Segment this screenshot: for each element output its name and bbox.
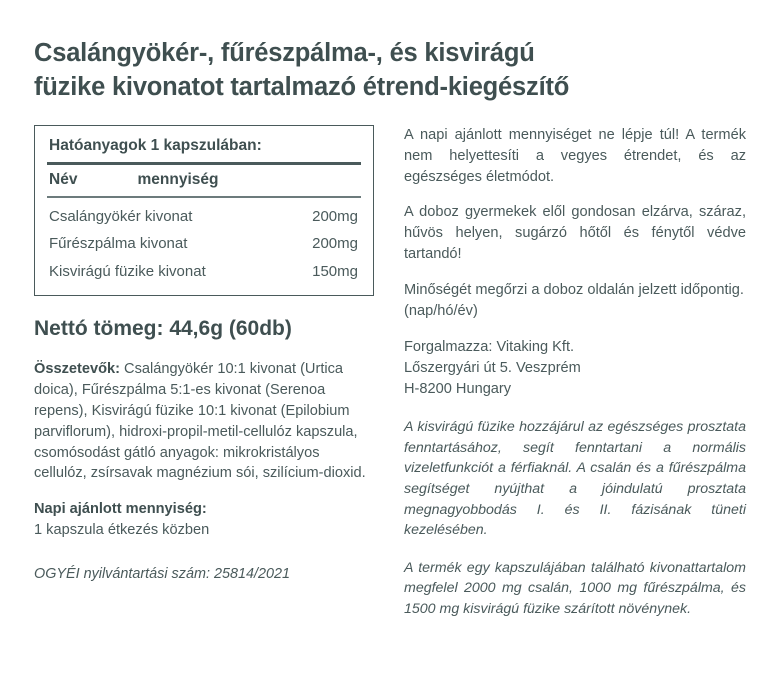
ingredient-amount: 200mg xyxy=(312,235,358,253)
ingredients-text: Csalángyökér 10:1 kivonat (Urtica doica), Fűrészpálma 5:1-es kivonat (Serenoa repens), Kisvirágú füzike 10:1 kivonat (Epilobium parviflorum), hidroxi-propil-metil-cellulóz kapszula, csomósodást gátló anyagok: mikrokristályos cellulóz, zsírsavak magnézium sói, szilícium-dioxid. xyxy=(34,361,366,482)
table-row xyxy=(47,230,361,257)
health-claim: A kisvirágú füzike hozzájárul az egészséges prosztata fenntartásához, segít fenntartani a normális vizeletfunkciót a férfiaknál. A csalán és a fűrészpálma segítséget nyújthat a jóindulatú prosztata megnagyobbodás I. és II. fázisának tüneti kezelésében. xyxy=(404,419,746,539)
supplement-facts-heading: Hatóanyagok 1 kapszulában: xyxy=(49,136,262,154)
distributor-name: Forgalmazza: Vitaking Kft. xyxy=(404,338,575,355)
table-row xyxy=(47,198,361,230)
ingredient-amount: 200mg xyxy=(312,207,358,225)
ingredients-paragraph xyxy=(34,359,374,484)
ingredients-label: Összetevők: xyxy=(34,361,120,378)
facts-table-body xyxy=(47,198,361,285)
storage-instructions: A doboz gyermekek elől gondosan elzárva, száraz, hűvös helyen, sugárzó hőtől és fénytől védve tartandó! xyxy=(404,204,746,263)
left-column xyxy=(34,125,374,584)
ingredient-name: Kisvirágú füzike kivonat xyxy=(49,262,206,280)
page-title xyxy=(34,36,730,105)
column-header-name: Név xyxy=(49,171,78,189)
daily-dosage xyxy=(34,499,374,541)
supplement-facts-panel xyxy=(34,125,374,296)
supplement-facts-body-table xyxy=(47,198,361,285)
supplement-facts-table xyxy=(47,165,361,196)
best-before-note: Minőségét megőrzi a doboz oldalán jelzett időpontig. (nap/hó/év) xyxy=(404,282,744,319)
distributor-street: Lőszergyári út 5. Veszprém xyxy=(404,359,581,376)
table-row xyxy=(47,258,361,285)
net-weight: Nettó tömeg: 44,6g (60db) xyxy=(34,316,292,340)
daily-dosage-text: 1 kapszula étkezés közben xyxy=(34,522,210,539)
content-columns xyxy=(34,125,746,620)
ingredient-amount: 150mg xyxy=(312,262,358,280)
right-column xyxy=(404,125,746,620)
registration-number: OGYÉI nyilvántartási szám: 25814/2021 xyxy=(34,565,290,582)
daily-dosage-title: Napi ajánlott mennyiség: xyxy=(34,501,207,518)
facts-header-row xyxy=(47,165,361,196)
column-header-amount: mennyiség xyxy=(137,171,219,189)
distributor-country: H-8200 Hungary xyxy=(404,381,512,398)
product-title-line-1: Csalángyökér-, fűrészpálma-, és kisvirágú xyxy=(34,39,535,67)
ingredient-name: Csalángyökér kivonat xyxy=(49,207,193,225)
extract-equivalence-note: A termék egy kapszulájában található kivonattartalom megfelel 2000 mg csalán, 1000 mg fűrészpálma, és 1500 mg kisvirágú füzike szárított növénynek. xyxy=(404,559,746,617)
distributor-info xyxy=(404,337,746,400)
facts-table-head xyxy=(47,165,361,196)
ingredient-name: Fűrészpálma kivonat xyxy=(49,235,188,253)
product-title-line-2: füzike kivonatot tartalmazó étrend-kiegészítő xyxy=(34,73,570,102)
dose-warning: A napi ajánlott mennyiséget ne lépje túl! A termék nem helyettesíti a vegyes étrendet, és az egészséges életmódot. xyxy=(404,126,746,185)
